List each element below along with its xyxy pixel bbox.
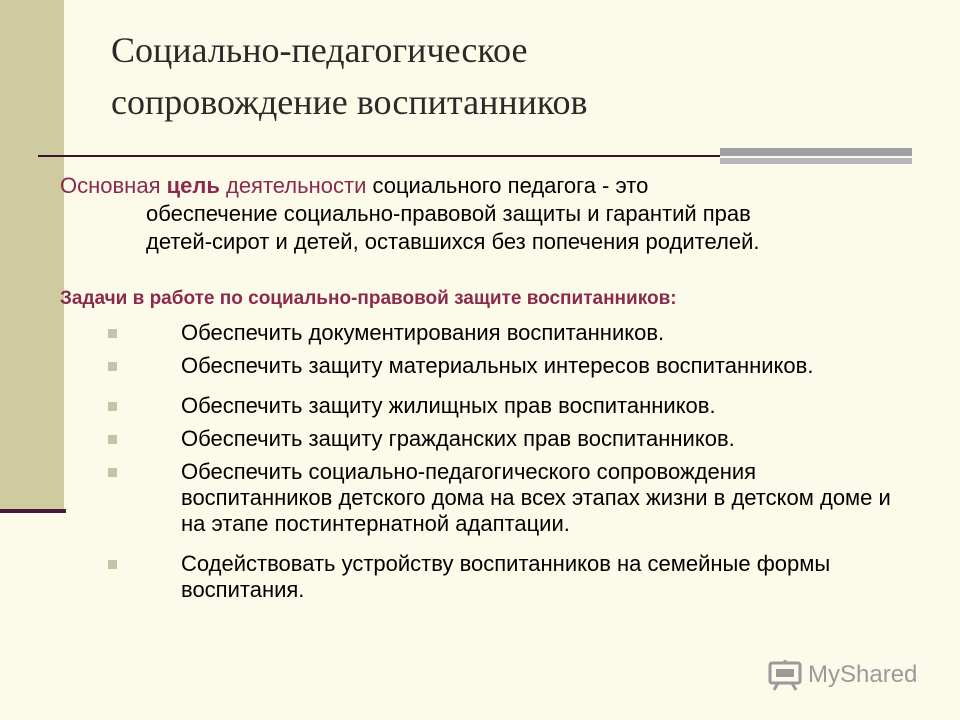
goal-text-start: социального педагога - это xyxy=(366,173,649,198)
list-item xyxy=(0,320,901,346)
list-item xyxy=(0,459,901,537)
goal-label-main: Основная xyxy=(60,173,167,198)
list-item xyxy=(0,393,901,419)
task-text: Обеспечить документирования воспитанников. xyxy=(181,320,665,345)
goal-text-line-3: детей-сирот и детей, оставшихся без попечения родителей. xyxy=(146,229,760,254)
square-bullet-icon xyxy=(108,560,117,569)
list-item xyxy=(0,551,901,603)
square-bullet-icon xyxy=(108,402,117,411)
goal-text-line-2: обеспечение социально-правовой защиты и гарантий прав xyxy=(146,201,751,226)
task-text: Обеспечить защиту гражданских прав воспитанников. xyxy=(181,426,735,451)
goal-label-activity: деятельности xyxy=(219,173,367,198)
title-divider-accent xyxy=(720,148,912,166)
tasks-list xyxy=(0,320,960,610)
goal-paragraph xyxy=(60,172,930,256)
goal-label-keyword: цель xyxy=(166,173,220,198)
tasks-heading: Задачи в работе по социально-правовой защите воспитанников: xyxy=(60,288,677,309)
title-line-1: Социально-педагогическое xyxy=(111,30,528,70)
title-divider xyxy=(38,155,720,157)
presentation-board-icon xyxy=(768,659,802,691)
task-text: Обеспечить защиту жилищных прав воспитанников. xyxy=(181,393,716,418)
task-text: Обеспечить социально-педагогического сопровождения воспитанников детского дома на всех этапах жизни в детском доме и на этапе постинтернатной адаптации. xyxy=(181,459,891,536)
slide-title xyxy=(111,24,911,128)
list-item xyxy=(0,426,901,452)
square-bullet-icon xyxy=(108,435,117,444)
square-bullet-icon xyxy=(108,329,117,338)
task-text: Обеспечить защиту материальных интересов воспитанников. xyxy=(181,353,814,378)
title-line-2: сопровождение воспитанников xyxy=(111,82,588,122)
watermark-text: MyShared xyxy=(808,661,918,688)
task-text: Содействовать устройству воспитанников на семейные формы воспитания. xyxy=(181,551,831,602)
list-item xyxy=(0,353,901,379)
square-bullet-icon xyxy=(108,468,117,477)
myshared-watermark xyxy=(768,658,917,692)
square-bullet-icon xyxy=(108,362,117,371)
